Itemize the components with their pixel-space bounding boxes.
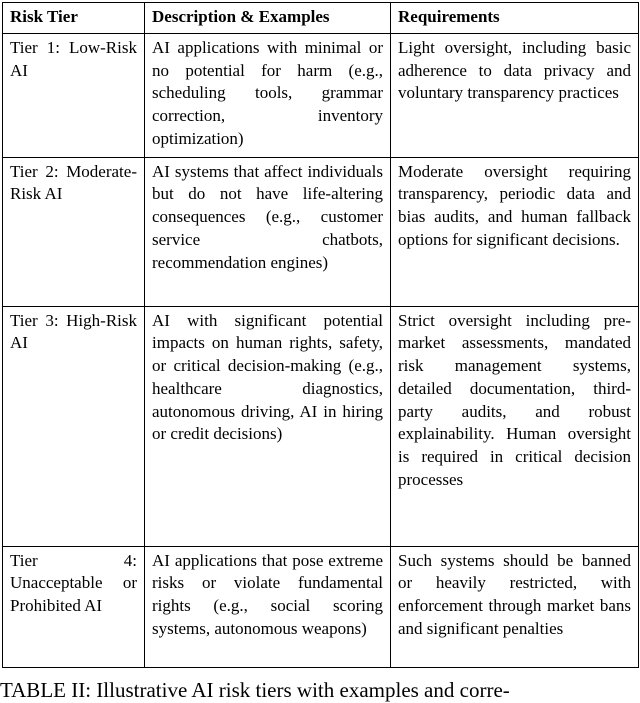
cell-requirements: Light oversight, including basic adherence to data privacy and voluntary transparency practices bbox=[391, 33, 639, 157]
cell-description: AI applications with minimal or no potential for harm (e.g., scheduling tools, grammar correction, inventory optimization) bbox=[145, 33, 391, 157]
header-requirements: Requirements bbox=[391, 3, 639, 34]
risk-tier-table bbox=[2, 2, 639, 668]
cell-tier: Tier 1: Low-Risk AI bbox=[3, 33, 145, 157]
cell-requirements: Such systems should be banned or heavily restricted, with enforcement through market bans and significant penalties bbox=[391, 546, 639, 667]
table-row-tier2 bbox=[3, 157, 639, 306]
cell-requirements: Moderate oversight requiring transparency, periodic data and bias audits, and human fallback options for significant decisions. bbox=[391, 157, 639, 306]
table-caption: TABLE II: Illustrative AI risk tiers with examples and corre- bbox=[0, 677, 510, 702]
cell-tier: Tier 4: Unacceptable or Prohibited AI bbox=[3, 546, 145, 667]
table-row-tier3 bbox=[3, 306, 639, 546]
cell-tier: Tier 3: High-Risk AI bbox=[3, 306, 145, 546]
cell-tier: Tier 2: Moderate-Risk AI bbox=[3, 157, 145, 306]
cell-description: AI with significant potential impacts on human rights, safety, or critical decision-making (e.g., healthcare diagnostics, autonomous driving, AI in hiring or credit decisions) bbox=[145, 306, 391, 546]
header-description-examples: Description & Examples bbox=[145, 3, 391, 34]
paper-page bbox=[0, 2, 640, 702]
cell-description: AI applications that pose extreme risks or violate fundamental rights (e.g., social scoring systems, autonomous weapons) bbox=[145, 546, 391, 667]
table-header-row bbox=[3, 3, 639, 34]
table-row-tier4 bbox=[3, 546, 639, 667]
header-risk-tier: Risk Tier bbox=[3, 3, 145, 34]
cell-requirements: Strict oversight including pre-market assessments, mandated risk management systems, detailed documentation, third-party audits, and robust explainability. Human oversight is required in critical decision processes bbox=[391, 306, 639, 546]
table-row-tier1 bbox=[3, 33, 639, 157]
cell-description: AI systems that affect individuals but do not have life-altering consequences (e.g., customer service chatbots, recommendation engines) bbox=[145, 157, 391, 306]
